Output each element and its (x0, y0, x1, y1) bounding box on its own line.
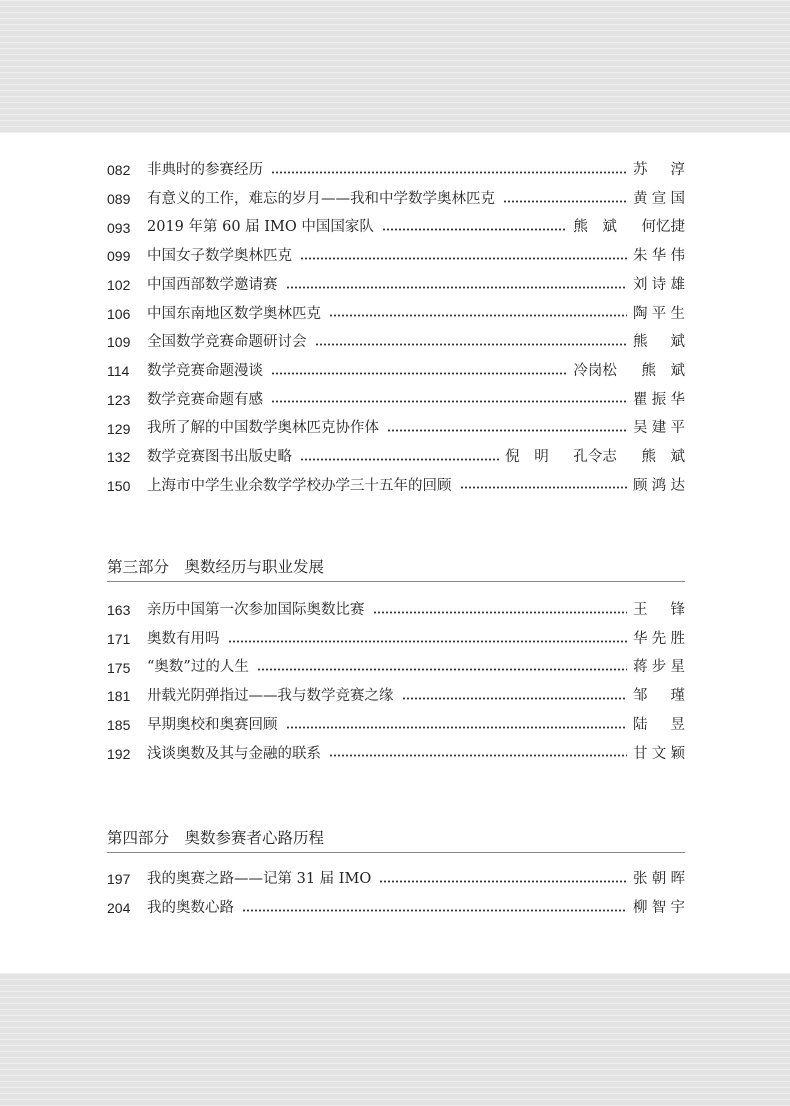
toc-part2-continued (107, 156, 685, 500)
entry-author: 蒋步星 (633, 659, 685, 676)
toc-entry[interactable] (107, 156, 685, 185)
toc-entry[interactable] (107, 865, 685, 894)
toc-entry[interactable] (107, 185, 685, 214)
entry-author: 张朝晖 (633, 871, 685, 888)
entry-author: 倪 明 孔令志 熊 斌 (505, 448, 685, 465)
dot-leader (286, 726, 628, 729)
toc-entry[interactable] (107, 472, 685, 501)
toc-part3 (107, 596, 685, 768)
entry-title: 有意义的工作，难忘的岁月——我和中学数学奥林匹克 (147, 190, 495, 207)
dot-leader (402, 697, 628, 700)
page-number: 109 (107, 334, 131, 351)
entry-title: 上海市中学生业余数学学校办学三十五年的回顾 (147, 477, 452, 494)
toc-entry[interactable] (107, 443, 685, 472)
page-number: 102 (107, 277, 131, 294)
entry-title: 非典时的参赛经历 (147, 162, 263, 179)
toc-entry[interactable] (107, 328, 685, 357)
toc-entry[interactable] (107, 386, 685, 415)
entry-author: 黄宣国 (633, 190, 685, 207)
entry-author: 苏 淳 (633, 162, 685, 179)
entry-title: 我的奥赛之路——记第 31 届 IMO (147, 871, 372, 888)
section-divider (107, 852, 685, 853)
entry-author: 瞿振华 (633, 391, 685, 408)
dot-leader (379, 880, 627, 883)
dot-leader (460, 486, 628, 489)
toc-entry[interactable] (107, 625, 685, 654)
toc-entry[interactable] (107, 357, 685, 386)
entry-title: 数学竞赛命题有感 (147, 391, 263, 408)
section-title: 第三部分 奥数经历与职业发展 (107, 558, 325, 576)
entry-title: 浅谈奥数及其与金融的联系 (147, 745, 321, 762)
dot-leader (271, 171, 627, 174)
page-number: 181 (107, 688, 131, 705)
entry-title: 奥数有用吗 (147, 630, 220, 647)
entry-author: 王 锋 (633, 602, 685, 619)
entry-title: 数学竞赛命题漫谈 (147, 362, 263, 379)
dot-leader (373, 611, 628, 614)
top-gray-band (0, 0, 790, 133)
entry-author: 顾鸿达 (633, 477, 685, 494)
section-heading-part3 (107, 552, 685, 582)
dot-leader (300, 458, 499, 461)
entry-author: 柳智宇 (633, 899, 685, 916)
page-number: 099 (107, 248, 131, 265)
toc-entry[interactable] (107, 271, 685, 300)
entry-title: 全国数学竞赛命题研讨会 (147, 334, 307, 351)
dot-leader (503, 200, 627, 203)
entry-author: 甘文颖 (633, 745, 685, 762)
page-number: 129 (107, 420, 131, 437)
entry-author: 冷岗松 熊 斌 (573, 362, 685, 379)
dot-leader (329, 754, 627, 757)
entry-author: 刘诗雄 (633, 276, 685, 293)
toc-entry[interactable] (107, 682, 685, 711)
toc-entry[interactable] (107, 739, 685, 768)
toc-part4 (107, 865, 685, 922)
entry-author: 吴建平 (633, 420, 685, 437)
entry-title: 中国东南地区数学奥林匹克 (147, 305, 321, 322)
page-number: 150 (107, 477, 131, 494)
toc-entry[interactable] (107, 213, 685, 242)
section-title: 第四部分 奥数参赛者心路历程 (107, 829, 325, 847)
toc-entry[interactable] (107, 242, 685, 271)
dot-leader (329, 314, 627, 317)
entry-title: 卅载光阴弹指过——我与数学竞赛之缘 (147, 688, 394, 705)
section-divider (107, 581, 685, 582)
page-number: 185 (107, 717, 131, 734)
toc-entry[interactable] (107, 711, 685, 740)
entry-title: 2019 年第 60 届 IMO 中国国家队 (147, 219, 374, 236)
toc-entry[interactable] (107, 414, 685, 443)
entry-author: 熊 斌 何忆捷 (573, 219, 685, 236)
entry-author: 陆 昱 (633, 716, 685, 733)
toc-entry[interactable] (107, 894, 685, 923)
page-number: 082 (107, 162, 131, 179)
dot-leader (242, 909, 627, 912)
dot-leader (387, 429, 627, 432)
entry-author: 华先胜 (633, 630, 685, 647)
dot-leader (271, 400, 627, 403)
dot-leader (382, 228, 568, 231)
toc-entry[interactable] (107, 653, 685, 682)
dot-leader (300, 257, 627, 260)
toc-entry[interactable] (107, 596, 685, 625)
bottom-gray-band (0, 973, 790, 1106)
entry-author: 邹 瑾 (633, 688, 685, 705)
entry-title: 数学竞赛图书出版史略 (147, 448, 292, 465)
page-number: 106 (107, 305, 131, 322)
entry-title: 我所了解的中国数学奥林匹克协作体 (147, 420, 379, 437)
entry-title: 中国女子数学奥林匹克 (147, 248, 292, 265)
page-number: 192 (107, 745, 131, 762)
entry-title: 我的奥数心路 (147, 899, 234, 916)
page-number: 132 (107, 449, 131, 466)
dot-leader (271, 372, 567, 375)
entry-title: 早期奥校和奥赛回顾 (147, 716, 278, 733)
page-number: 171 (107, 631, 131, 648)
page-number: 123 (107, 391, 131, 408)
page-number: 114 (107, 363, 130, 380)
entry-title: 亲历中国第一次参加国际奥数比赛 (147, 602, 365, 619)
page-number: 204 (107, 900, 131, 917)
toc-entry[interactable] (107, 299, 685, 328)
dot-leader (257, 668, 627, 671)
section-heading-part4 (107, 823, 685, 853)
entry-author: 熊 斌 (633, 334, 685, 351)
page-number: 163 (107, 602, 131, 619)
page-number: 175 (107, 659, 131, 676)
page-number: 093 (107, 219, 131, 236)
entry-title: 中国西部数学邀请赛 (147, 276, 278, 293)
dot-leader (315, 343, 628, 346)
page-number: 089 (107, 191, 131, 208)
entry-author: 陶平生 (633, 305, 685, 322)
entry-title: “奥数”过的人生 (147, 659, 249, 676)
page-number: 197 (107, 871, 131, 888)
entry-author: 朱华伟 (633, 248, 685, 265)
dot-leader (228, 640, 628, 643)
dot-leader (286, 286, 628, 289)
